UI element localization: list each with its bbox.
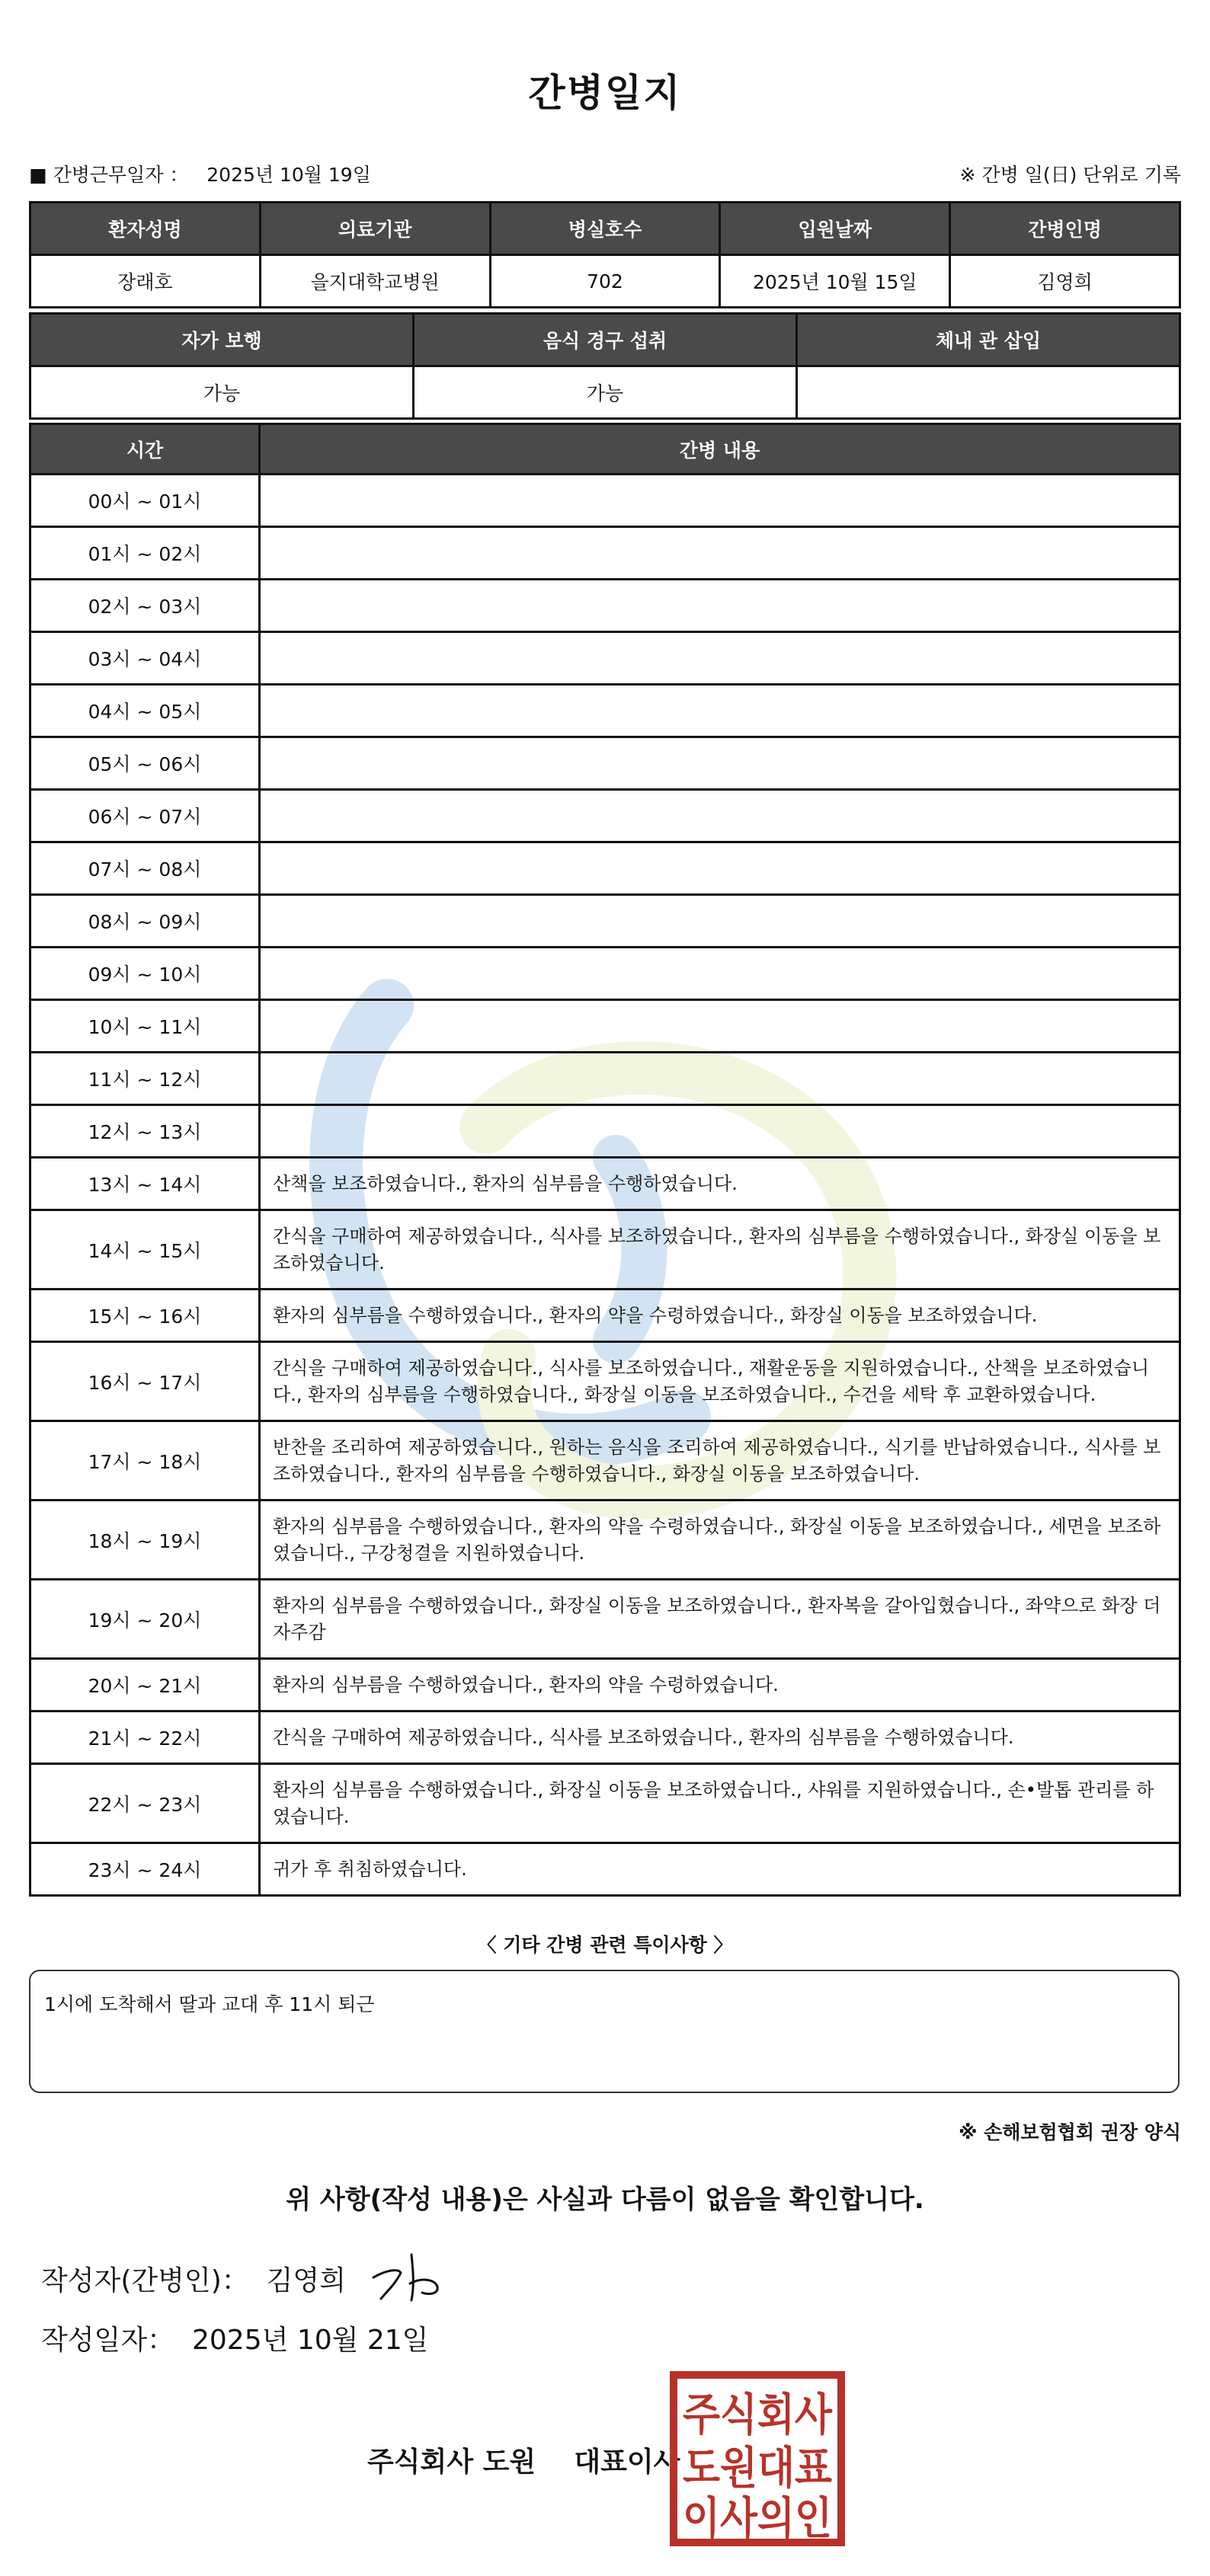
log-row — [30, 1210, 1180, 1290]
log-row — [30, 1000, 1180, 1053]
log-row — [30, 1711, 1180, 1764]
header-time: 시간 — [30, 424, 260, 475]
header-care-content: 간병 내용 — [260, 424, 1180, 475]
work-date — [29, 160, 371, 187]
log-content — [260, 685, 1180, 737]
log-time: 13시 ~ 14시 — [30, 1158, 260, 1210]
log-content — [260, 632, 1180, 685]
walking-value: 가능 — [30, 366, 414, 419]
header-admission-date: 입원날짜 — [720, 203, 950, 255]
log-content: 귀가 후 취침하였습니다. — [260, 1843, 1180, 1896]
log-time: 22시 ~ 23시 — [30, 1764, 260, 1843]
log-row — [30, 1501, 1180, 1580]
log-row — [30, 1580, 1180, 1659]
log-content — [260, 475, 1180, 527]
handwritten-signature — [364, 2239, 456, 2308]
confirmation-statement: 위 사항(작성 내용)은 사실과 다름이 없음을 확인합니다. — [286, 2184, 924, 2215]
header-room: 병실호수 — [490, 203, 720, 255]
log-row — [30, 580, 1180, 632]
log-time: 09시 ~ 10시 — [30, 948, 260, 1000]
company-title: 대표이사 — [574, 2447, 680, 2478]
log-row — [30, 1843, 1180, 1896]
log-content — [260, 737, 1180, 790]
log-content: 간식을 구매하여 제공하였습니다., 식사를 보조하였습니다., 환자의 심부름을 수행하였습니다., 화장실 이동을 보조하였습니다. — [260, 1210, 1180, 1290]
header-caregiver: 간병인명 — [950, 203, 1180, 255]
caregiver-name: 김영희 — [950, 255, 1180, 308]
writer-label: 작성자(간병인)： — [41, 2265, 249, 2296]
room-number: 702 — [490, 255, 720, 308]
page-title: 간병일지 — [528, 71, 682, 115]
notes-title: 〈 기타 간병 관련 특이사항 〉 — [477, 1934, 733, 1956]
log-time: 03시 ~ 04시 — [30, 632, 260, 685]
log-row — [30, 632, 1180, 685]
log-content: 환자의 심부름을 수행하였습니다., 환자의 약을 수령하였습니다. — [260, 1659, 1180, 1711]
header-oral-intake: 음식 경구 섭취 — [414, 314, 797, 366]
log-row — [30, 895, 1180, 948]
log-row — [30, 527, 1180, 580]
log-time: 00시 ~ 01시 — [30, 475, 260, 527]
log-row — [30, 1764, 1180, 1843]
log-row — [30, 475, 1180, 527]
log-content — [260, 1000, 1180, 1053]
log-row — [30, 790, 1180, 842]
writer-line — [41, 2259, 346, 2298]
log-time: 19시 ~ 20시 — [30, 1580, 260, 1659]
log-time: 17시 ~ 18시 — [30, 1421, 260, 1501]
work-date-value: 2025년 10월 19일 — [206, 164, 371, 186]
log-row — [30, 1158, 1180, 1210]
log-time: 20시 ~ 21시 — [30, 1659, 260, 1711]
log-content — [260, 1105, 1180, 1158]
log-time: 02시 ~ 03시 — [30, 580, 260, 632]
ability-table — [29, 312, 1181, 420]
patient-name: 장래호 — [30, 255, 261, 308]
writer-name: 김영희 — [266, 2265, 346, 2296]
log-content — [260, 580, 1180, 632]
log-content: 환자의 심부름을 수행하였습니다., 화장실 이동을 보조하였습니다., 환자복을 갈아입혔습니다., 좌약으로 화장 더 자주감 — [260, 1580, 1180, 1659]
log-row — [30, 1290, 1180, 1342]
log-row — [30, 948, 1180, 1000]
log-row — [30, 737, 1180, 790]
log-content: 산책을 보조하였습니다., 환자의 심부름을 수행하였습니다. — [260, 1158, 1180, 1210]
log-content — [260, 1053, 1180, 1105]
log-time: 04시 ~ 05시 — [30, 685, 260, 737]
log-row — [30, 1053, 1180, 1105]
admission-date: 2025년 10월 15일 — [720, 255, 950, 308]
notes-text: 1시에 도착해서 딸과 교대 후 11시 퇴근 — [44, 1993, 375, 2015]
log-row — [30, 1659, 1180, 1711]
log-time: 16시 ~ 17시 — [30, 1342, 260, 1421]
header-tube: 체내 관 삽입 — [797, 314, 1180, 366]
log-time: 10시 ~ 11시 — [30, 1000, 260, 1053]
company-seal — [669, 2370, 846, 2547]
log-time: 12시 ~ 13시 — [30, 1105, 260, 1158]
log-time: 05시 ~ 06시 — [30, 737, 260, 790]
seal-text: 이사의인 — [683, 2492, 832, 2544]
company-line — [367, 2440, 680, 2479]
patient-info-table — [29, 201, 1181, 308]
log-time: 07시 ~ 08시 — [30, 842, 260, 895]
log-time: 15시 ~ 16시 — [30, 1290, 260, 1342]
log-row — [30, 1342, 1180, 1421]
log-content: 환자의 심부름을 수행하였습니다., 환자의 약을 수령하였습니다., 화장실 이동을 보조하였습니다. — [260, 1290, 1180, 1342]
log-time: 08시 ~ 09시 — [30, 895, 260, 948]
care-log-table — [29, 423, 1181, 1897]
log-time: 01시 ~ 02시 — [30, 527, 260, 580]
log-content — [260, 948, 1180, 1000]
log-row — [30, 1421, 1180, 1501]
notes-box — [29, 1970, 1180, 2093]
log-row — [30, 1105, 1180, 1158]
hospital: 을지대학교병원 — [260, 255, 490, 308]
log-time: 18시 ~ 19시 — [30, 1501, 260, 1580]
log-time: 23시 ~ 24시 — [30, 1843, 260, 1896]
log-row — [30, 685, 1180, 737]
log-time: 11시 ~ 12시 — [30, 1053, 260, 1105]
log-content — [260, 895, 1180, 948]
log-content: 간식을 구매하여 제공하였습니다., 식사를 보조하였습니다., 환자의 심부름을 수행하였습니다. — [260, 1711, 1180, 1764]
oral-intake-value: 가능 — [414, 366, 797, 419]
log-content — [260, 790, 1180, 842]
log-content: 반찬을 조리하여 제공하였습니다., 원하는 음식을 조리하여 제공하였습니다., 식기를 반납하였습니다., 식사를 보조하였습니다., 환자의 심부름을 수행하였습니다., 화장실 이동을 보조하였습니다. — [260, 1421, 1180, 1501]
log-time: 21시 ~ 22시 — [30, 1711, 260, 1764]
written-date-line — [41, 2319, 428, 2357]
record-note: ※ 간병 일(日) 단위로 기록 — [959, 164, 1181, 186]
log-content: 환자의 심부름을 수행하였습니다., 화장실 이동을 보조하였습니다., 샤워를 지원하였습니다., 손•발톱 관리를 하였습니다. — [260, 1764, 1180, 1843]
log-row — [30, 842, 1180, 895]
header-patient-name: 환자성명 — [30, 203, 261, 255]
log-time: 14시 ~ 15시 — [30, 1210, 260, 1290]
tube-value — [797, 366, 1180, 419]
written-date-label: 작성일자： — [41, 2325, 175, 2356]
log-content: 환자의 심부름을 수행하였습니다., 환자의 약을 수령하였습니다., 화장실 이동을 보조하였습니다., 세면을 보조하였습니다., 구강청결을 지원하였습니다. — [260, 1501, 1180, 1580]
log-content — [260, 527, 1180, 580]
header-hospital: 의료기관 — [260, 203, 490, 255]
log-time: 06시 ~ 07시 — [30, 790, 260, 842]
work-date-label: ■ 간병근무일자 ： — [29, 164, 189, 186]
log-content: 간식을 구매하여 제공하였습니다., 식사를 보조하였습니다., 재활운동을 지원하였습니다., 산책을 보조하였습니다., 환자의 심부름을 수행하였습니다., 화장실 이동을 보조하였습니다., 수건을 세탁 후 교환하였습니다. — [260, 1342, 1180, 1421]
seal-text: 주식회사 — [683, 2389, 833, 2440]
association-note: ※ 손해보험협회 권장 양식 — [959, 2121, 1181, 2143]
log-content — [260, 842, 1180, 895]
seal-text: 도원대표 — [683, 2442, 832, 2494]
header-walking: 자가 보행 — [30, 314, 414, 366]
company-name: 주식회사 도원 — [367, 2447, 536, 2478]
written-date-value: 2025년 10월 21일 — [192, 2325, 429, 2356]
